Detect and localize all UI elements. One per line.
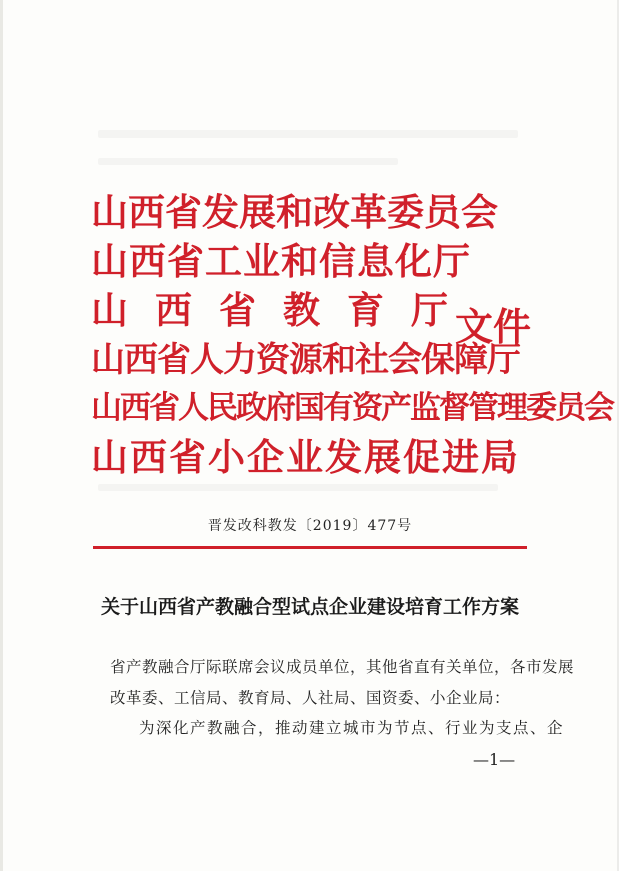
page-number: —1— xyxy=(473,750,516,769)
bleed-through-shadow xyxy=(98,130,518,138)
issuer-line: 山西省发展和改革委员会 xyxy=(91,190,498,234)
document-number: 晋发改科教发〔2019〕477号 xyxy=(207,518,413,534)
issuer-line: 山西省小企业发展促进局 xyxy=(91,435,520,479)
issuer-line: 山西省人民政府国有资产监督管理委员会 xyxy=(91,390,613,426)
body-text-line: 为深化产教融合，推动建立城市为节点、行业为支点、企 xyxy=(139,719,565,737)
body-text-line: 省产教融合厅际联席会议成员单位，其他省直有关单位，各市发展 xyxy=(110,658,575,676)
file-suffix: 文件 xyxy=(455,304,532,349)
issuer-line: 山西省人力资源和社会保障厅 xyxy=(91,339,520,380)
body-text-line: 改革委、工信局、教育局、人社局、国资委、小企业局： xyxy=(110,689,511,707)
document-title: 关于山西省产教融合型试点企业建设培育工作方案 xyxy=(100,596,519,618)
issuer-line: 山西省教育厅 xyxy=(91,288,475,332)
bleed-through-shadow xyxy=(98,484,498,491)
issuer-line: 山西省工业和信息化厅 xyxy=(91,239,471,283)
bleed-through-shadow xyxy=(98,158,398,165)
red-separator-line xyxy=(93,546,527,549)
